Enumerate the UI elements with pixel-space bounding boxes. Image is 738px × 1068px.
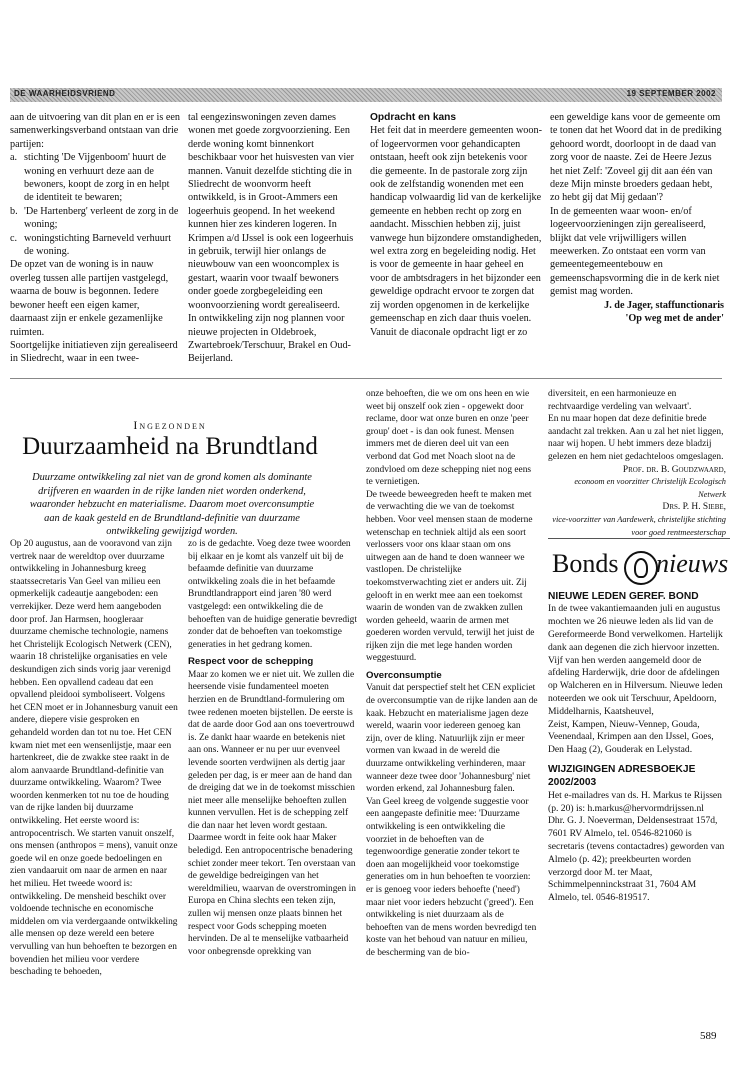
top-column-2 [188, 111, 358, 366]
bonds-heading-address-book: WIJZIGINGEN ADRESBOEKJE 2002/2003 [548, 763, 696, 789]
paragraph: De tweede beweegreden heeft te maken met de verwachting die we van de toekomst hebben. Voor veel mensen staan de moderne wetenschap en techniek altijd als een soort verlossers voor ons klaar staan om ons uitwegen aan de hand te doen wanneer we vastlopen. De christelijke toekomstverwachting ziet er anders uit. Zij gelooft in en werkt mee aan een toekomst waarin de wonden van de zwakken zullen worden geheeld, waarin de armen met goederen worden vervuld, terwijl het juist de rijken zijn die met lege handen worden weggestuurd. [366, 489, 535, 664]
publication-name: DE WAARHEIDSVRIEND [14, 89, 116, 98]
logo-word-nieuws: nieuws [656, 549, 729, 578]
paragraph: Zeist, Kampen, Nieuw-Vennep, Gouda, Veenendaal, Krimpen aan den IJssel, Goes, Den Haag (2), Gouderak en Lelystad. [548, 718, 714, 756]
list-item: c. woningstichting Barneveld verhuurt de woning. [10, 232, 172, 258]
article-lead: Duurzame ontwikkeling zal niet van de grond komen als dominante drijfveren en waarden in de rijke landen niet worden onderkend, waaronder hebzucht en materialisme. Daarom moet overconsumptie aan de kaak gesteld en de Brundtland-definitie van duurzame ontwikkeling gewijzigd worden. [29, 472, 315, 538]
page-number: 589 [700, 1030, 717, 1042]
bond-emblem-icon [624, 551, 658, 585]
paragraph: Vanuit dat perspectief stelt het CEN expliciet de overconsumptie van de rijke landen aan de kaak. Hebzucht en materialisme jagen deze wereld, waarin voor iedereen genoeg kan zijn, over de kling. Natuurlijk zijn er meer vormen van kwaad in de wereld die duurzame ontwikkeling verhinderen, maar wanneer deze twee door 'Johannesburg' niet worden erkend, zal Johannesburg falen. [366, 683, 538, 795]
list-item: a. stichting 'De Vijgenboom' huurt de woning en verhuurt deze aan de bewoners, koopt de zorg in en helpt de identiteit te bewaren; [10, 152, 170, 204]
paragraph: Dhr. G. J. Noeverman, Deldensestraat 157d, 7601 RV Almelo, tel. 0546-821060 is secretaris (tevens contactadres) geworden van Almelo (p. 42); preekbeurten worden verzorgd door M. ter Maat, Schimmelpenninckstraat 31, 7604 AM Almelo, tel. 0546-819517. [548, 815, 725, 904]
signature-title: 'Op weg met de ander' [625, 313, 724, 325]
article-column-2 [188, 396, 358, 958]
top-column-1 [10, 111, 180, 366]
header-banner [10, 88, 722, 102]
article-column-3 [366, 388, 538, 960]
paragraph: Het e-mailadres van ds. H. Markus te Rijssen (p. 20) is: h.markus@hervormdrijssen.nl [548, 789, 722, 814]
author-1-name: Prof. dr. B. Goudzwaard, [622, 464, 726, 475]
paragraph: Soortgelijke initiatieven zijn gerealiseerd in Sliedrecht, waar in een twee- [10, 339, 178, 365]
paragraph: tal eengezinswoningen zeven dames wonen met goede zorgvoorziening. Een derde woning komt binnenkort beschikbaar voor het huisvesten van vier mannen. Vanuit dezelfde stichting die in Sliedrecht de woonvorm heeft ontwikkeld, is in Groot-Ammers een logeerhuis geopend. In het weekend kunnen hier zes kinderen logeren. In Krimpen a/d IJssel is ook een logeerhuis in gebruik, terwijl hier onlangs de nieuwbouw van een wooncomplex is gestart, waarin voor twaalf bewoners onder goede zorgbegeleiding een woonvoorziening wordt gerealiseerd. [188, 112, 355, 311]
paragraph: Maar zo komen we er niet uit. We zullen die heersende visie fundamenteel moeten herzien en de Brundtland-formulering om twee redenen moeten bijstellen. De eerste is dat de aarde door God aan ons toevertrouwd is. Ze dankt haar waarde en betekenis niet aan ons. Wanneer er nu per uur evenveel levende soorten verdwijnen als dertig jaar geleden per dag, is er meer aan de hand dan de dreiging dat we in de toekomst misschien niet meer alle menselijke behoeften zullen kunnen vervullen. Het is de schepping zelf die dan naar het leven wordt gestaan. Daarmee wordt in feite ook haar Maker beledigd. Een antropocentrische benadering schiet zonder meer tekort. Ten overstaan van de geweldige bedreigingen van het wereldmilieu, waarvan de overstromingen in Europa en China slechts een teken zijn, zullen wij mensen onze plaats binnen het respect voor Gods schepping moeten hervinden. De al te menselijke vatbaarheid voor onbegrensde oprekking van [188, 669, 356, 957]
article-column-1 [10, 538, 178, 979]
paragraph: In de gemeenten waar woon- en/of logeervoorzieningen zijn gerealiseerd, blijkt dat vele vrijwilligers willen meewerken. Zo ontstaat een vorm van gemeentegemeentebouw en gemeenschapsvorming die in de kerk niet gemist mag worden. [550, 205, 720, 298]
paragraph: Op 20 augustus, aan de vooravond van zijn vertrek naar de wereldtop over duurzame ontwikkeling in Johannesburg kreeg staatssecretaris Van Geel van milieu een opmerkelijk cadeautje aangeboden: een verrekijker. Deze werd hem aangeboden door prof. Jan Harmsen, hoogleraar duurzame chemische technologie, namens het Christelijk Ecologisch Netwerk (CEN), waarin 18 christelijke organisaties en vele deskundigen zich sinds vorig jaar verenigd hebben. Een opvallend cadeau dat een opvallend pleidooi symboliseert. Volgens het CEN moet er in Johannesburg vanuit een andere, diepere visie gesproken en gehandeld worden dan tot nu toe. Het CEN kwam niet met een wensenlijstje, maar een hartenkreet, die de zwakke stee raakt in de alom aanvaarde Brundtland-definitie van duurzame ontwikkeling. Waarom? Twee woorden kenmerken tot nu toe de houding van de rijke landen bij duurzame ontwikkeling. Het eerste woord is: antropocentrisch. We starten vanuit onszelf, ons mensen (anthropos = mens), vanuit onze goede wil en onze goede bedoelingen en zien vandaaruit om naar de armen en naar het milieu. Het tweede woord is: ontwikkeling. De mensheid beschikt over voldoende technische en economische middelen om via verdergaande ontwikkeling alle mensen op deze wereld een betere vervulling van hun behoeften te bezorgen en bovendien het milieu voor verdere beschading te behoeden, [10, 539, 178, 978]
article-title: Duurzaamheid na Brundtland [22, 433, 318, 460]
paragraph: En nu maar hopen dat deze definitie brede aandacht zal trekken. Aan u zal het niet liggen, naar wij hopen. U hebt immers deze bladzij gelezen en hem niet gedachteloos omgeslagen. [548, 414, 724, 462]
bonds-divider [548, 538, 730, 539]
list-item: b. 'De Hartenberg' verleent de zorg in de woning; [10, 205, 179, 231]
article-column-4 [548, 388, 726, 539]
paragraph: Het feit dat in meerdere gemeenten woon- of logeervormen voor gehandicapten ontstaan, heeft ook zijn betekenis voor die gemeente. In de pastorale zorg zijn ook de zelfstandig wonenden met een handicap volwaardig lid van de kerkelijke gemeente en hebben recht op zorg en aandacht. Misschien hebben zij, juist vanwege hun bijzondere omstandigheden, wel extra zorg en begeleiding nodig. Het is voor de gemeente in haar geheel en voor de ambtsdragers in het bijzonder een geweldige opdracht ervoor te zorgen dat zij worden opgenomen in de kerkelijke gemeenschap en zich daar thuis voelen. [370, 125, 542, 325]
paragraph: een geweldige kans voor de gemeente om te tonen dat het Woord dat in de prediking gehoord wordt, doorloopt in de daad van zorg voor de naaste. Zei de Heere Jezus het niet Zelf: 'Zoveel gij dit aan één van deze Mijn minste broeders gedaan hebt, zo hebt gij dat Mij gedaan'? [550, 112, 722, 204]
bonds-column [548, 590, 726, 905]
paragraph: In ontwikkeling zijn nog plannen voor nieuwe projecten in Oldebroek, Zwartebroek/Terschuur, Brakel en Oud-Beijerland. [188, 313, 351, 365]
paragraph: De opzet van de woning is in nauw overleg tussen alle partijen vastgelegd, waarna de bouw is begonnen. Iedere bewoner heeft een eigen kamer, daarnaast zijn er enkele gezamenlijke ruimten. [10, 259, 169, 338]
paragraph: In de twee vakantiemaanden juli en augustus mochten we 26 nieuwe leden als lid van de Gereformeerde Bond verwelkomen. Hartelijk dank aan degenen die zich hiervoor inzetten. Vijf van hen werden aangemeld door de afdeling Harderwijk, drie door de afdelingen op Walcheren en in Hilversum. Nieuwe leden noteerden we ook uit Terschuur, Apeldoorn, Middelharnis, Kaatsheuvel, [548, 603, 723, 717]
paragraph: Van Geel kreeg de volgende suggestie voor een aangepaste definitie mee: 'Duurzame ontwikkeling is een ontwikkeling die voorziet in de behoeften van de tegenwoordige generatie zonder tekort te doen aan mogelijkheid voor toekomstige generaties om in hun behoeften te voorzien: er is genoeg voor ieders behoefte ('need') maar niet voor ieders hebzucht ('greed'). Een ontwikkeling is niet duurzaam als de behoeften van de mens worden bevredigd ten koste van het behoud van natuur en milieu, de bescherming van de bio- [366, 796, 537, 958]
signature-name: J. de Jager, staffunctionaris [604, 299, 724, 311]
author-1-role: econoom en voorzitter Christelijk Ecologisch Netwerk [574, 477, 726, 499]
issue-date: 19 SEPTEMBER 2002 [626, 89, 716, 98]
article-kicker: Ingezonden [133, 418, 207, 432]
logo-word-bonds: Bonds [552, 549, 619, 578]
author-2-role: vice-voorzitter van Aardewerk, christelijke stichting voor goed rentmeesterschap [552, 514, 726, 537]
paragraph: Vanuit de diaconale opdracht ligt er zo [370, 326, 528, 338]
partner-list [10, 151, 180, 258]
paragraph: zo is de gedachte. Voeg deze twee woorden bij elkaar en je komt als vanzelf uit bij de befaamde definitie van duurzame ontwikkeling zoals die in het befaamde Brundtlandrapport eind jaren '80 werd vastgelegd: een ontwikkeling die de behoeften van de huidige generatie bevredigt zonder dat de behoeften van toekomstige generaties in het gedrang komen. [188, 539, 357, 650]
section-divider [10, 378, 722, 379]
paragraph: aan de uitvoering van dit plan en er is een samenwerkingsverband ontstaan van drie partijen: [10, 112, 181, 150]
bonds-heading-new-members: NIEUWE LEDEN GEREF. BOND [548, 591, 699, 602]
bonds-nieuws-logo [552, 547, 732, 587]
section-heading: Respect voor de schepping [188, 656, 314, 668]
top-column-3 [370, 111, 542, 339]
section-heading: Opdracht en kans [370, 112, 457, 123]
top-column-4 [550, 111, 724, 326]
author-2-name: Drs. P. H. Siebe, [662, 502, 726, 513]
paragraph: diversiteit, en een harmonieuze en rechtvaardige verdeling van welvaart'. [548, 389, 692, 412]
paragraph: onze behoeften, die we om ons heen en wie weet bij onszelf ook zien - opgewekt door reclame, door wat onze buren en onze 'peer group' doet - is dan ook funest. Mensen immers met de dieren deel uit van een verbond dat God met Noach sloot na de zondvloed om deze schepping niet nog eens te vernietigen. [366, 389, 532, 488]
section-heading: Overconsumptie [366, 670, 442, 682]
